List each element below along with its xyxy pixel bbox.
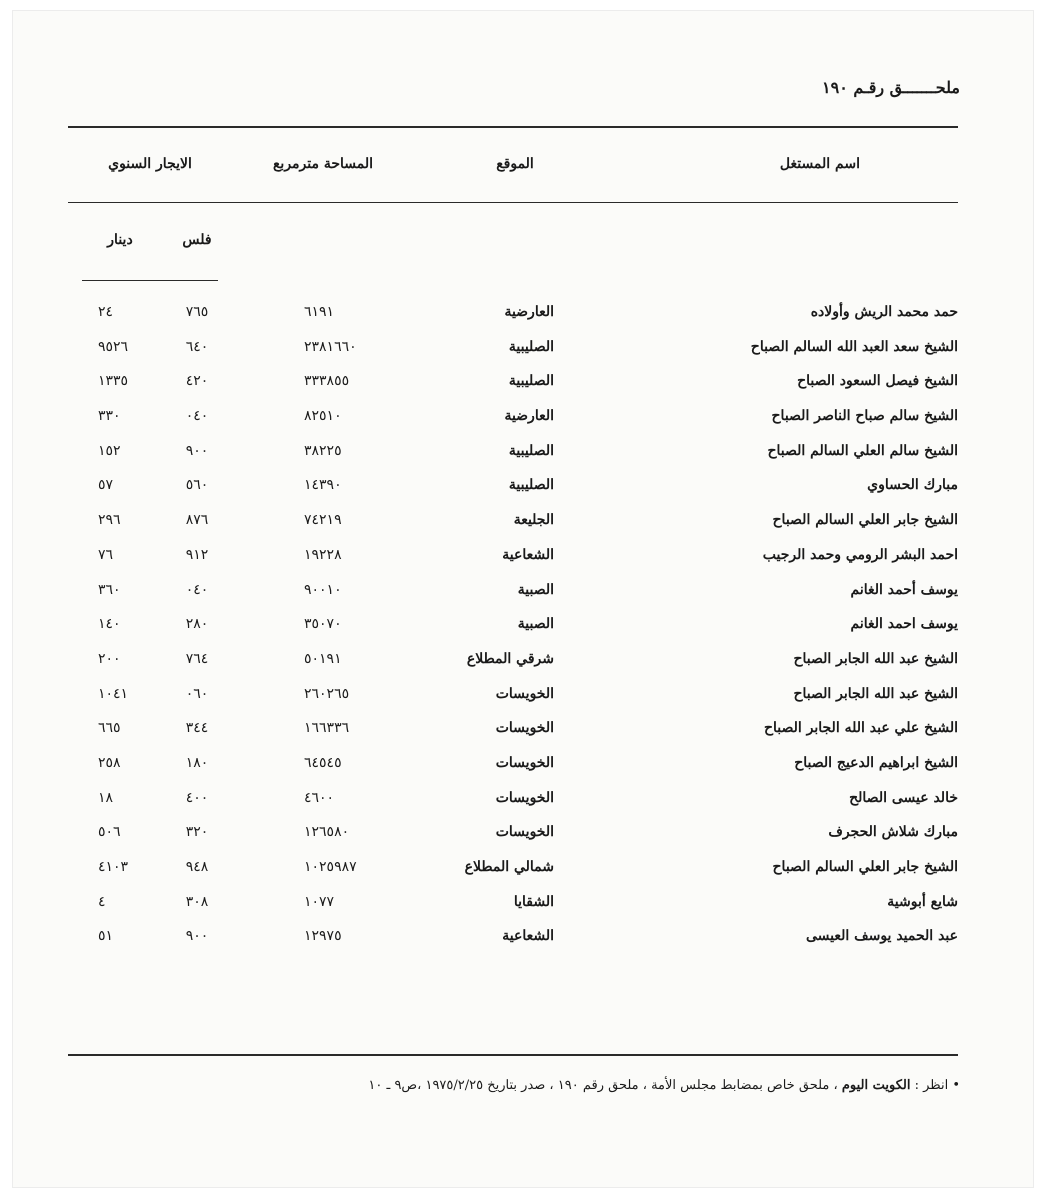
table-row [68,680,958,715]
rent-dinar: ٤١٠٣ [98,859,129,875]
rent-fils: ٣٤٤ [185,720,209,737]
table-row [68,714,958,749]
tenant-name: حمد محمد الريش وأولاده [810,304,958,320]
rent-fils: ٠٤٠ [185,581,209,598]
tenant-name: احمد البشر الرومي وحمد الرجيب [762,546,958,563]
location: الصليبية [508,373,554,390]
table-row [68,541,958,576]
table-row [68,333,958,368]
table-row [68,437,958,472]
location: الصبية [517,581,554,598]
table-row [68,784,958,819]
tenant-name: الشيخ علي عبد الله الجابر الصباح [763,720,958,737]
rent-dinar: ٢٤ [98,304,114,320]
rent-dinar: ١٥٢ [98,442,121,459]
header-area: المساحة مترمربع [272,156,374,172]
location: الشعاعية [502,546,554,563]
header-tenant-name: اسم المستغل [779,156,860,172]
location: الخويسات [495,754,554,771]
table-top-rule [68,126,958,128]
rent-fils: ٤٠٠ [185,789,209,806]
table-row [68,367,958,402]
rent-dinar: ٧٦ [98,546,114,563]
tenant-name: يوسف احمد الغانم [850,616,958,633]
rent-fils: ٣٠٨ [185,893,209,910]
tenant-name: الشيخ فيصل السعود الصباح [797,373,958,390]
rent-fils: ٩١٢ [185,546,209,563]
table-row [68,471,958,506]
tenant-name: يوسف أحمد الغانم [850,581,958,598]
location: العارضية [504,304,554,320]
location: العارضية [504,408,554,425]
rent-dinar: ٥١ [98,928,114,945]
rent-dinar: ٤ [98,893,106,910]
table-row [68,818,958,853]
tenant-name: خالد عيسى الصالح [849,789,958,806]
location: شرقي المطلاع [466,650,554,667]
location: الشقايا [513,893,554,910]
area: ٨٢٥١٠ [304,408,342,425]
tenant-name: شايع أبوشية [887,893,958,910]
area: ٩٠٠١٠ [304,581,342,598]
tenant-name: الشيخ عبد الله الجابر الصباح [793,650,958,667]
location: الصبية [517,616,554,633]
rent-dinar: ١٣٣٥ [98,373,129,390]
area: ٦٤٥٤٥ [304,754,342,771]
rent-fils: ١٨٠ [185,754,209,771]
rent-dinar: ٢٩٦ [98,512,121,529]
location: شمالي المطلاع [464,859,554,875]
table-row [68,610,958,645]
area: ٤٦٠٠ [304,789,335,806]
location: الجليعة [513,512,554,529]
tenant-name: الشيخ عبد الله الجابر الصباح [793,685,958,702]
location: الصليبية [508,338,554,355]
rent-fils: ٣٢٠ [185,824,209,841]
rent-dinar: ٣٣٠ [98,408,121,425]
rent-dinar: ٩٥٢٦ [98,338,129,355]
table-body [68,298,958,957]
area: ٣٣٣٨٥٥ [304,373,350,390]
rent-fils: ٠٤٠ [185,408,209,425]
area: ٣٥٠٧٠ [304,616,342,633]
subheader-fils: فلس [182,232,212,248]
rent-subheader-rule [82,280,218,281]
tenant-name: مبارك الحساوي [867,477,958,494]
rent-fils: ٨٧٦ [185,512,209,529]
area: ٣٨٢٢٥ [304,442,342,459]
table-row [68,922,958,957]
rent-fils: ٥٦٠ [185,477,209,494]
rent-dinar: ٥٠٦ [98,824,121,841]
subheader-dinar: دينار [107,232,133,248]
footnote-source: الكويت اليوم [841,1078,911,1093]
area: ٥٠١٩١ [304,650,342,667]
table-row [68,506,958,541]
location: الشعاعية [502,928,554,945]
area: ١٦٦٣٣٦ [304,720,350,737]
tenant-name: الشيخ سالم صباح الناصر الصباح [771,408,958,425]
rent-dinar: ٣٦٠ [98,581,121,598]
table-row [68,298,958,333]
header-annual-rent: الايجار السنوي [108,156,192,172]
area: ٧٤٢١٩ [304,512,342,529]
rent-dinar: ٢٥٨ [98,754,121,771]
table-row [68,853,958,888]
table-row [68,645,958,680]
header-divider [68,202,958,203]
rent-fils: ٩٠٠ [185,442,209,459]
table-row [68,576,958,611]
tenant-name: الشيخ سالم العلي السالم الصباح [767,442,958,459]
rent-dinar: ١٨ [98,789,114,806]
footnote-prefix: • انظر : [914,1078,960,1093]
tenant-name: مبارك شلاش الحجرف [828,824,958,841]
rent-fils: ٩٤٨ [185,859,209,875]
rent-fils: ٢٨٠ [185,616,209,633]
area: ١٤٣٩٠ [304,477,342,494]
area: ١٩٢٢٨ [304,546,342,563]
table-row [68,402,958,437]
rent-dinar: ٦٦٥ [98,720,121,737]
location: الخويسات [495,720,554,737]
rent-dinar: ١٤٠ [98,616,121,633]
area: ٢٣٨١٦٦٠ [304,338,357,355]
footnote-details: ، ملحق خاص بمضابط مجلس الأمة ، ملحق رقم ١٩٠ ، صدر بتاريخ ١٩٧٥/٢/٢٥ ،ص٩ ـ ١٠ [368,1078,838,1093]
rent-dinar: ١٠٤١ [98,685,129,702]
rent-fils: ٧٦٥ [185,304,209,320]
table-row [68,888,958,923]
rent-fils: ٩٠٠ [185,928,209,945]
rent-fils: ٧٦٤ [185,650,209,667]
location: الصليبية [508,442,554,459]
appendix-title: ملحـــــــق رقـم ١٩٠ [822,78,960,97]
table-row [68,749,958,784]
rent-dinar: ٢٠٠ [98,650,121,667]
area: ١٢٦٥٨٠ [304,824,350,841]
tenant-name: الشيخ جابر العلي السالم الصباح [772,859,958,875]
area: ١٢٩٧٥ [304,928,342,945]
area: ١٠٧٧ [304,893,335,910]
header-location: الموقع [496,156,534,172]
table-bottom-rule [68,1054,958,1056]
footnote [70,1078,960,1093]
area: ٢٦٠٢٦٥ [304,685,350,702]
area: ٦١٩١ [304,304,335,320]
location: الخويسات [495,824,554,841]
area: ١٠٢٥٩٨٧ [304,859,357,875]
tenant-name: الشيخ ابراهيم الدعيج الصباح [794,754,958,771]
rent-fils: ٠٦٠ [185,685,209,702]
tenant-name: عبد الحميد يوسف العيسى [805,928,958,945]
rent-dinar: ٥٧ [98,477,114,494]
location: الخويسات [495,685,554,702]
rent-fils: ٦٤٠ [185,338,209,355]
rent-fils: ٤٢٠ [185,373,209,390]
location: الخويسات [495,789,554,806]
location: الصليبية [508,477,554,494]
tenant-name: الشيخ سعد العبد الله السالم الصباح [750,338,958,355]
tenant-name: الشيخ جابر العلي السالم الصباح [772,512,958,529]
